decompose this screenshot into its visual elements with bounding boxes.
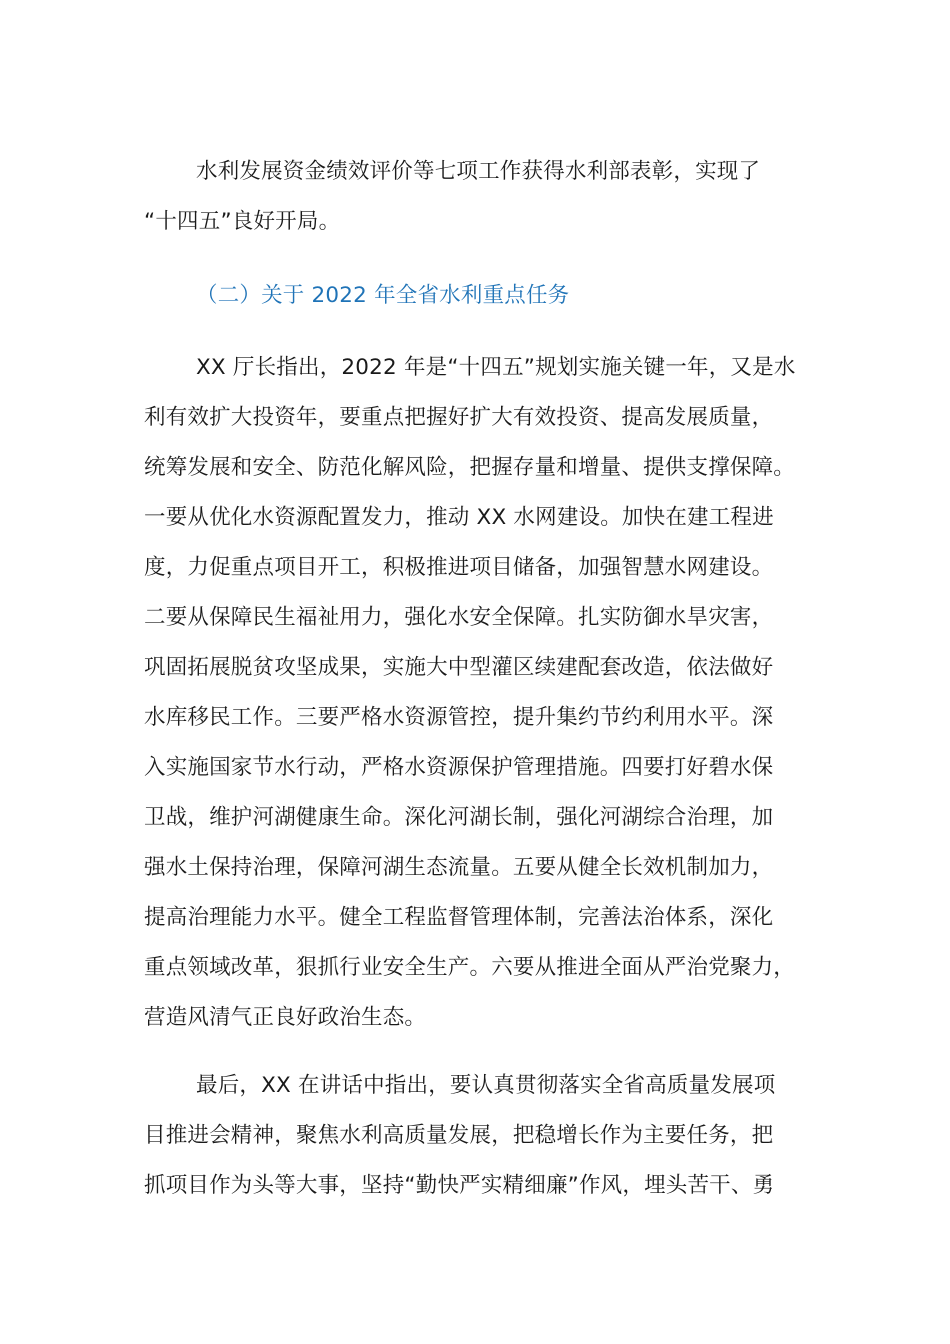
paragraph-line: 度，力促重点项目开工，积极推进项目储备，加强智慧水网建设。 <box>144 555 774 580</box>
paragraph-line: 最后，XX 在讲话中指出，要认真贯彻落实全省高质量发展项 <box>196 1073 776 1098</box>
paragraph-line: XX 厅长指出，2022 年是“十四五”规划实施关键一年，又是水 <box>196 355 796 380</box>
paragraph-line: 提高治理能力水平。健全工程监督管理体制，完善法治体系，深化 <box>144 905 774 930</box>
paragraph-line: 一要从优化水资源配置发力，推动 XX 水网建设。加快在建工程进 <box>144 505 774 530</box>
paragraph-3 <box>144 1061 810 1211</box>
paragraph-1 <box>144 147 810 247</box>
paragraph-line: 巩固拓展脱贫攻坚成果，实施大中型灌区续建配套改造，依法做好 <box>144 655 774 680</box>
paragraph-line: 水利发展资金绩效评价等七项工作获得水利部表彰，实现了 <box>196 159 761 184</box>
paragraph-line: “十四五”良好开局。 <box>144 209 341 234</box>
section-heading-text: （二）关于 2022 年全省水利重点任务 <box>196 283 570 308</box>
paragraph-line: 卫战，维护河湖健康生命。深化河湖长制，强化河湖综合治理，加 <box>144 805 774 830</box>
paragraph-line: 重点领域改革，狠抓行业安全生产。六要从推进全面从严治党聚力， <box>144 955 796 980</box>
paragraph-2 <box>144 343 810 1043</box>
paragraph-line: 利有效扩大投资年，要重点把握好扩大有效投资、提高发展质量， <box>144 405 774 430</box>
paragraph-line: 二要从保障民生福祉用力，强化水安全保障。扎实防御水旱灾害， <box>144 605 774 630</box>
paragraph-line: 目推进会精神，聚焦水利高质量发展，把稳增长作为主要任务，把 <box>144 1123 774 1148</box>
paragraph-line: 抓项目作为头等大事，坚持“勤快严实精细廉”作风，埋头苦干、勇 <box>144 1173 775 1198</box>
paragraph-line: 水库移民工作。三要严格水资源管控，提升集约节约利用水平。深 <box>144 705 774 730</box>
paragraph-line: 统筹发展和安全、防范化解风险，把握存量和增量、提供支撑保障。 <box>144 455 796 480</box>
paragraph-line: 强水土保持治理，保障河湖生态流量。五要从健全长效机制加力， <box>144 855 774 880</box>
section-heading <box>144 271 810 321</box>
paragraph-line: 营造风清气正良好政治生态。 <box>144 1005 427 1030</box>
paragraph-line: 入实施国家节水行动，严格水资源保护管理措施。四要打好碧水保 <box>144 755 774 780</box>
